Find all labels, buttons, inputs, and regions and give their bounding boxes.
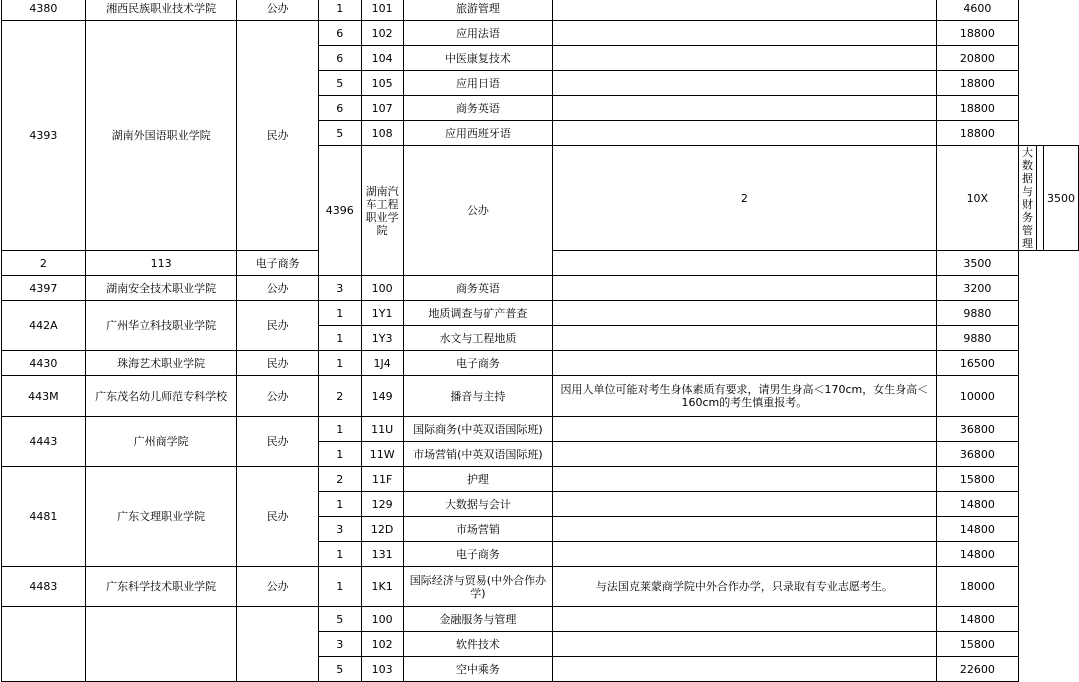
major-name-cell: 空中乘务 [403, 657, 552, 682]
plan-count-cell: 1 [319, 442, 361, 467]
major-code-cell: 100 [361, 276, 403, 301]
major-name-cell: 市场营销 [403, 517, 552, 542]
major-code-cell: 12D [361, 517, 403, 542]
note-cell [553, 301, 937, 326]
major-code-cell: 113 [85, 251, 237, 276]
tuition-cell: 18000 [936, 567, 1018, 607]
school-name-cell: 湘西民族职业技术学院 [85, 0, 237, 21]
major-code-cell: 100 [361, 607, 403, 632]
major-name-cell: 市场营销(中英双语国际班) [403, 442, 552, 467]
tuition-cell: 3200 [936, 276, 1018, 301]
plan-count-cell: 1 [319, 0, 361, 21]
plan-count-cell: 1 [319, 492, 361, 517]
school-name-cell: 珠海艺术职业学院 [85, 351, 237, 376]
table-row [2, 0, 1079, 21]
school-name-cell: 湖南汽车工程职业学院 [361, 146, 403, 276]
note-cell [553, 46, 937, 71]
tuition-cell: 36800 [936, 442, 1018, 467]
table-row [2, 276, 1079, 301]
major-name-cell: 电子商务 [403, 351, 552, 376]
school-name-cell: 广东科学技术职业学院 [85, 567, 237, 607]
major-name-cell: 商务英语 [403, 276, 552, 301]
major-code-cell: 104 [361, 46, 403, 71]
major-code-cell: 108 [361, 121, 403, 146]
school-code-cell: 4481 [2, 467, 86, 567]
plan-count-cell: 5 [319, 657, 361, 682]
major-name-cell: 电子商务 [403, 542, 552, 567]
table-body [2, 0, 1079, 682]
major-code-cell: 131 [361, 542, 403, 567]
school-type-cell: 民办 [237, 351, 319, 376]
note-cell: 因用人单位可能对考生身体素质有要求，请男生身高＜170cm，女生身高＜160cm的考生慎重报考。 [553, 376, 937, 417]
table-row [2, 376, 1079, 417]
table-row [2, 467, 1079, 492]
major-code-cell: 102 [361, 21, 403, 46]
note-cell [553, 21, 937, 46]
tuition-cell: 15800 [936, 467, 1018, 492]
tuition-cell: 3500 [936, 251, 1018, 276]
plan-count-cell: 1 [319, 351, 361, 376]
plan-count-cell: 3 [319, 517, 361, 542]
plan-count-cell: 5 [319, 121, 361, 146]
plan-count-cell: 1 [319, 417, 361, 442]
major-code-cell: 107 [361, 96, 403, 121]
tuition-cell: 14800 [936, 517, 1018, 542]
note-cell [553, 276, 937, 301]
major-name-cell: 播音与主持 [403, 376, 552, 417]
plan-count-cell: 1 [319, 567, 361, 607]
note-cell [553, 607, 937, 632]
note-cell [553, 417, 937, 442]
major-code-cell: 1Y3 [361, 326, 403, 351]
major-code-cell: 1Y1 [361, 301, 403, 326]
major-name-cell: 商务英语 [403, 96, 552, 121]
note-cell [553, 71, 937, 96]
school-code-cell: 4397 [2, 276, 86, 301]
school-code-cell: 4483 [2, 567, 86, 607]
major-name-cell: 护理 [403, 467, 552, 492]
note-cell: 与法国克莱蒙商学院中外合作办学，只录取有专业志愿考生。 [553, 567, 937, 607]
tuition-cell: 16500 [936, 351, 1018, 376]
school-type-cell: 民办 [237, 467, 319, 567]
school-name-cell: 广州华立科技职业学院 [85, 301, 237, 351]
plan-count-cell: 3 [319, 632, 361, 657]
tuition-cell: 10000 [936, 376, 1018, 417]
school-type-cell: 公办 [403, 146, 552, 276]
note-cell [553, 467, 937, 492]
school-code-cell: 4430 [2, 351, 86, 376]
school-type-cell: 民办 [237, 301, 319, 351]
tuition-cell: 22600 [936, 657, 1018, 682]
plan-count-cell: 6 [319, 46, 361, 71]
major-name-cell: 应用西班牙语 [403, 121, 552, 146]
note-cell [553, 657, 937, 682]
major-name-cell: 国际经济与贸易(中外合作办学) [403, 567, 552, 607]
major-name-cell: 国际商务(中英双语国际班) [403, 417, 552, 442]
school-code-cell: 4380 [2, 0, 86, 21]
note-cell [553, 96, 937, 121]
major-name-cell: 软件技术 [403, 632, 552, 657]
note-cell [553, 517, 937, 542]
major-name-cell: 电子商务 [237, 251, 319, 276]
plan-count-cell: 6 [319, 21, 361, 46]
major-code-cell: 10X [936, 146, 1018, 251]
note-cell [553, 492, 937, 517]
school-type-cell: 公办 [237, 0, 319, 21]
major-name-cell: 应用日语 [403, 71, 552, 96]
major-code-cell: 11U [361, 417, 403, 442]
note-cell [553, 326, 937, 351]
major-name-cell: 大数据与会计 [403, 492, 552, 517]
tuition-cell: 14800 [936, 492, 1018, 517]
school-code-cell [2, 607, 86, 682]
table-row [2, 607, 1079, 632]
plan-count-cell: 1 [319, 326, 361, 351]
table-row [2, 301, 1079, 326]
major-code-cell: 102 [361, 632, 403, 657]
note-cell [553, 0, 937, 21]
note-cell [553, 121, 937, 146]
note-cell [553, 632, 937, 657]
school-type-cell: 公办 [237, 376, 319, 417]
note-cell [553, 351, 937, 376]
tuition-cell: 3500 [1044, 146, 1079, 251]
school-code-cell: 442A [2, 301, 86, 351]
major-name-cell: 金融服务与管理 [403, 607, 552, 632]
tuition-cell: 18800 [936, 71, 1018, 96]
major-name-cell: 地质调查与矿产普查 [403, 301, 552, 326]
plan-count-cell: 2 [2, 251, 86, 276]
tuition-cell: 15800 [936, 632, 1018, 657]
tuition-cell: 36800 [936, 417, 1018, 442]
major-code-cell: 149 [361, 376, 403, 417]
school-name-cell: 广东文理职业学院 [85, 467, 237, 567]
school-name-cell: 广州商学院 [85, 417, 237, 467]
major-code-cell: 105 [361, 71, 403, 96]
plan-count-cell: 1 [319, 542, 361, 567]
note-cell [553, 442, 937, 467]
school-name-cell: 湖南安全技术职业学院 [85, 276, 237, 301]
tuition-cell: 18800 [936, 121, 1018, 146]
note-cell [553, 542, 937, 567]
plan-count-cell: 2 [319, 467, 361, 492]
school-type-cell: 公办 [237, 276, 319, 301]
plan-count-cell: 1 [319, 301, 361, 326]
tuition-cell: 14800 [936, 542, 1018, 567]
major-code-cell: 1K1 [361, 567, 403, 607]
major-code-cell: 101 [361, 0, 403, 21]
plan-count-cell: 5 [319, 607, 361, 632]
school-code-cell: 4396 [319, 146, 361, 276]
note-cell [553, 251, 937, 276]
major-name-cell: 水文与工程地质 [403, 326, 552, 351]
plan-count-cell: 3 [319, 276, 361, 301]
table-row [2, 351, 1079, 376]
major-name-cell: 应用法语 [403, 21, 552, 46]
major-name-cell: 旅游管理 [403, 0, 552, 21]
admissions-table [1, 0, 1079, 682]
school-code-cell: 443M [2, 376, 86, 417]
tuition-cell: 4600 [936, 0, 1018, 21]
school-name-cell: 湖南外国语职业学院 [85, 21, 237, 251]
major-code-cell: 11F [361, 467, 403, 492]
school-code-cell: 4443 [2, 417, 86, 467]
tuition-cell: 20800 [936, 46, 1018, 71]
tuition-cell: 14800 [936, 607, 1018, 632]
table-row [2, 21, 1079, 46]
note-cell [1037, 146, 1044, 251]
school-code-cell: 4393 [2, 21, 86, 251]
school-type-cell: 民办 [237, 417, 319, 467]
plan-count-cell: 2 [319, 376, 361, 417]
school-name-cell [85, 607, 237, 682]
plan-count-cell: 5 [319, 71, 361, 96]
tuition-cell: 18800 [936, 21, 1018, 46]
school-type-cell: 公办 [237, 567, 319, 607]
tuition-cell: 9880 [936, 301, 1018, 326]
major-code-cell: 129 [361, 492, 403, 517]
table-row [2, 417, 1079, 442]
major-name-cell: 中医康复技术 [403, 46, 552, 71]
major-name-cell: 大数据与财务管理 [1019, 146, 1037, 251]
major-code-cell: 1J4 [361, 351, 403, 376]
school-type-cell [237, 607, 319, 682]
school-name-cell: 广东茂名幼儿师范专科学校 [85, 376, 237, 417]
major-code-cell: 103 [361, 657, 403, 682]
tuition-cell: 9880 [936, 326, 1018, 351]
plan-count-cell: 2 [553, 146, 937, 251]
plan-count-cell: 6 [319, 96, 361, 121]
major-code-cell: 11W [361, 442, 403, 467]
tuition-cell: 18800 [936, 96, 1018, 121]
table-row [2, 567, 1079, 607]
school-type-cell: 民办 [237, 21, 319, 251]
